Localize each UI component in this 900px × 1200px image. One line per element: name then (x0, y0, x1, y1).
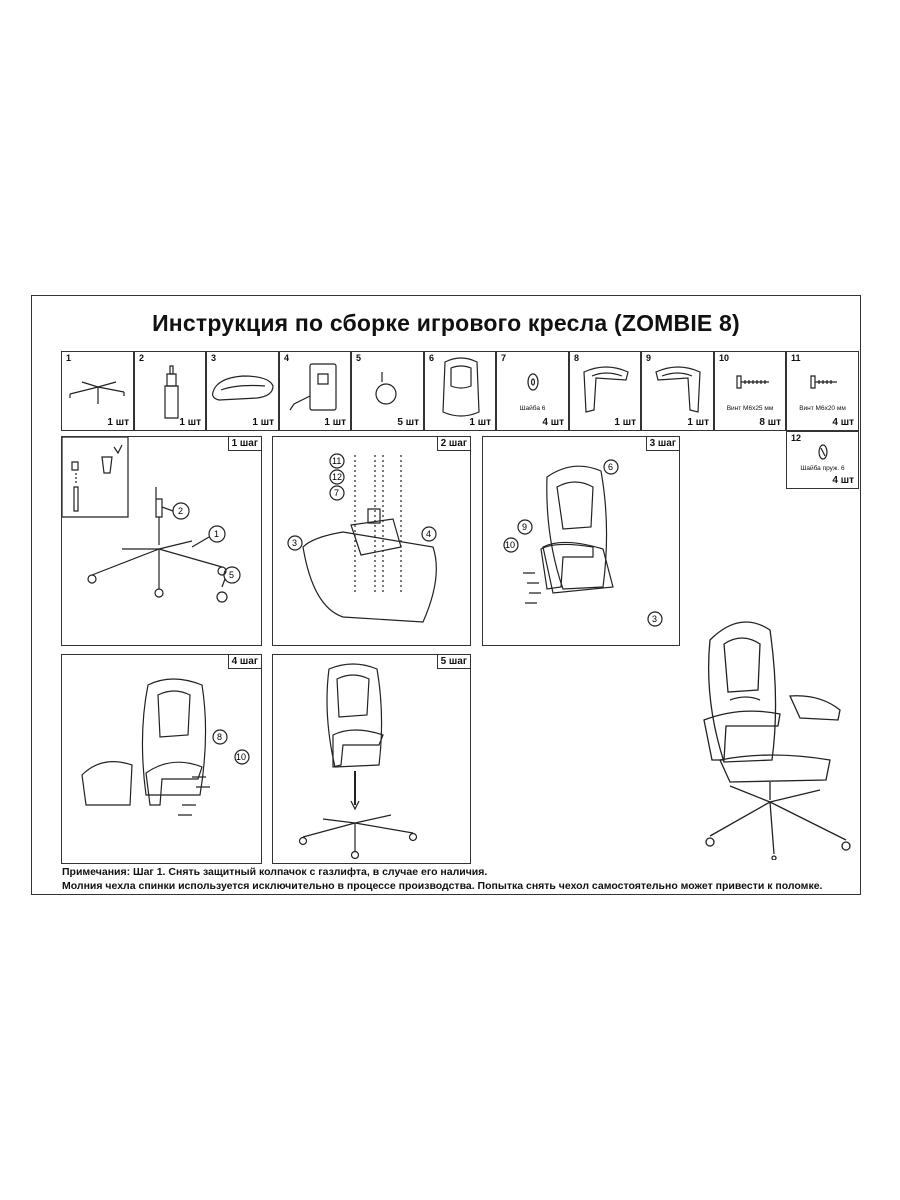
note-line-1: Примечания: Шаг 1. Снять защитный колпачок с газлифта, в случае его наличия. (62, 866, 488, 878)
part-quantity: 1 шт (107, 417, 129, 428)
part-number: 4 (284, 353, 290, 363)
part-9 (641, 351, 714, 431)
step-tag: 4 шаг (228, 655, 261, 669)
part-number: 7 (501, 353, 507, 363)
part-quantity: 1 шт (614, 417, 636, 428)
step-tag: 5 шаг (437, 655, 470, 669)
callout-3: 3 (292, 538, 298, 548)
part-quantity: 1 шт (179, 417, 201, 428)
part-number: 11 (791, 353, 801, 363)
callout-6: 6 (608, 462, 614, 472)
step-2-panel (272, 436, 471, 646)
part-3 (206, 351, 279, 431)
step-1-panel (61, 436, 262, 646)
callout-5: 5 (229, 570, 235, 580)
part-2 (134, 351, 206, 431)
part-quantity: 5 шт (397, 417, 419, 428)
part-quantity: 4 шт (542, 417, 564, 428)
assembly-notes (62, 865, 822, 893)
callout-10: 10 (505, 540, 516, 550)
step-3-panel (482, 436, 680, 646)
part-quantity: 1 шт (687, 417, 709, 428)
part-8 (569, 351, 641, 431)
step-5-panel (272, 654, 471, 864)
part-11 (786, 351, 859, 431)
part-number: 9 (646, 353, 652, 363)
part-number: 8 (574, 353, 580, 363)
part-6 (424, 351, 496, 431)
callout-8: 8 (217, 732, 223, 742)
part-label: Винт М6х20 мм (799, 405, 846, 412)
callout-4: 4 (426, 529, 432, 539)
part-10 (714, 351, 786, 431)
step-5-diagram (273, 655, 472, 865)
step-4-diagram (62, 655, 263, 865)
part-1 (61, 351, 134, 431)
part-number: 2 (139, 353, 145, 363)
part-5 (351, 351, 424, 431)
assembled-chair-illustration (690, 610, 860, 860)
step-tag: 3 шаг (646, 437, 679, 451)
callout-11: 11 (332, 456, 342, 466)
step-tag: 2 шаг (437, 437, 470, 451)
step-1-diagram (62, 437, 263, 647)
part-number: 6 (429, 353, 435, 363)
callout-10: 10 (236, 752, 247, 762)
callout-7: 7 (334, 488, 340, 498)
part-quantity: 1 шт (324, 417, 346, 428)
page-title: Инструкция по сборке игрового кресла (ZOMBIE 8) (152, 310, 740, 336)
part-quantity: 8 шт (759, 417, 781, 428)
step-4-panel (61, 654, 262, 864)
part-number: 5 (356, 353, 362, 363)
callout-3: 3 (652, 614, 658, 624)
callout-1: 1 (214, 529, 220, 539)
part-quantity: 4 шт (832, 475, 854, 486)
part-number: 12 (791, 433, 802, 443)
callout-9: 9 (522, 522, 528, 532)
step-3-diagram (483, 437, 681, 647)
part-number: 10 (719, 353, 730, 363)
callout-12: 12 (332, 472, 343, 482)
part-7 (496, 351, 569, 431)
part-label: Шайба 6 (519, 405, 546, 412)
part-4 (279, 351, 351, 431)
part-quantity: 4 шт (832, 417, 854, 428)
part-label: Винт М6х25 мм (726, 405, 774, 412)
part-12 (786, 431, 859, 489)
callout-2: 2 (178, 506, 184, 516)
part-label: Шайба пруж. 6 (800, 465, 845, 472)
part-number: 1 (66, 353, 72, 363)
step-tag: 1 шаг (228, 437, 261, 451)
part-number: 3 (211, 353, 217, 363)
step-2-diagram (273, 437, 472, 647)
note-line-2: Молния чехла спинки используется исключительно в процессе производства. Попытка снять чехол самостоятельно может привести к поломке. (62, 880, 823, 892)
part-quantity: 1 шт (469, 417, 491, 428)
part-quantity: 1 шт (252, 417, 274, 428)
